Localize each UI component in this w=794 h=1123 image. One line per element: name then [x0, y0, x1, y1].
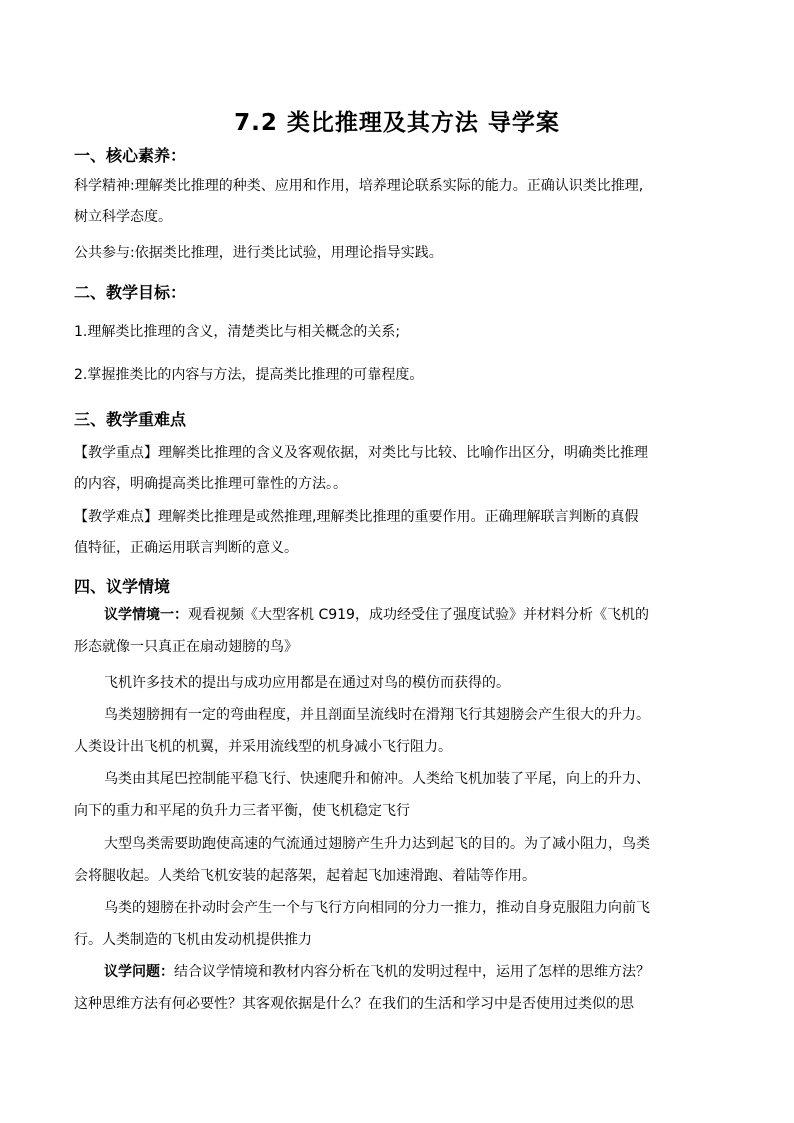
paragraph-line: 大型鸟类需要助跑使高速的气流通过翅膀产生升力达到起飞的目的。为了减小阻力，鸟类 — [104, 836, 650, 852]
key-point-label: 【教学重点】 — [74, 445, 158, 461]
section-heading-teaching-goals: 二、教学目标： — [74, 283, 187, 302]
page-title: 7.2 类比推理及其方法 导学案 — [234, 110, 560, 136]
situation-label: 议学情境一： — [104, 607, 188, 623]
paragraph-line: 的内容，明确提高类比推理可靠性的方法。。 — [74, 476, 347, 492]
paragraph-line: 行。人类制造的飞机由发动机提供推力 — [74, 932, 312, 948]
paragraph-line: 树立科学态度。 — [74, 209, 172, 225]
paragraph-line: 科学精神:理解类比推理的种类、应用和作用，培养理论联系实际的能力。正确认识类比推理, — [74, 178, 644, 194]
paragraph-line: 鸟类翅膀拥有一定的弯曲程度，并且剖面呈流线时在滑翔飞行其翅膀会产生很大的升力。 — [104, 707, 650, 723]
paragraph-line — [74, 443, 724, 463]
question-text: 结合议学情境和教材内容分析在飞机的发明过程中，运用了怎样的思维方法？ — [174, 964, 650, 980]
paragraph-line: 会将腿收起。人类给飞机安装的起落架，起着起飞加速滑跑、着陆等作用。 — [74, 868, 536, 884]
section-heading-key-difficult-points: 三、教学重难点 — [74, 410, 187, 429]
paragraph-line: 乌类的翅膀在扑动时会产生一个与飞行方向相同的分力一推力，推动自身克服阻力向前飞 — [104, 900, 650, 916]
paragraph-line: 这种思维方法有何必要性？其客观依据是什么？在我们的生活和学习中是否使用过类似的思 — [74, 996, 634, 1012]
paragraph-line: 飞机许多技术的提出与成功应用都是在通过对鸟的模仿而获得的。 — [104, 675, 510, 691]
paragraph-line: 人类设计出飞机的机翼，并采用流线型的机身减小飞行阻力。 — [74, 739, 452, 755]
section-heading-core-literacy: 一、核心素养： — [74, 146, 187, 165]
paragraph-line: 乌类由其尾巴控制能平稳飞行、快速爬升和俯冲。人类给飞机加装了平尾，向上的升力、 — [104, 771, 650, 787]
key-point-text: 理解类比推理的含义及客观依据，对类比与比较、比喻作出区分，明确类比推理 — [158, 445, 648, 461]
paragraph-line: 1.理解类比推理的含义，清楚类比与相关概念的关系; — [74, 324, 401, 340]
situation-text: 观看视频《大型客机 C919，成功经受住了强度试验》并材料分析《飞机的 — [188, 607, 649, 623]
paragraph-line: 公共参与:依据类比推理，进行类比试验，用理论指导实践。 — [74, 245, 443, 261]
paragraph-line: 形态就像一只真正在扇动翅膀的鸟》 — [74, 639, 298, 655]
paragraph-line: 值特征，正确运用联言判断的意义。 — [74, 540, 298, 556]
difficult-point-text: 理解类比推理是或然推理,理解类比推理的重要作用。正确理解联言判断的真假 — [158, 509, 639, 525]
section-heading-situation: 四、议学情境 — [74, 577, 171, 596]
question-label: 议学问题： — [104, 964, 174, 980]
paragraph-line — [74, 507, 724, 527]
difficult-point-label: 【教学难点】 — [74, 509, 158, 525]
paragraph-line — [104, 605, 754, 625]
paragraph-line: 向下的重力和平尾的负升力三者平衡，使飞机稳定飞行 — [74, 803, 410, 819]
paragraph-line: 2.掌握推类比的内容与方法，提高类比推理的可靠程度。 — [74, 367, 424, 383]
paragraph-line — [104, 962, 754, 982]
